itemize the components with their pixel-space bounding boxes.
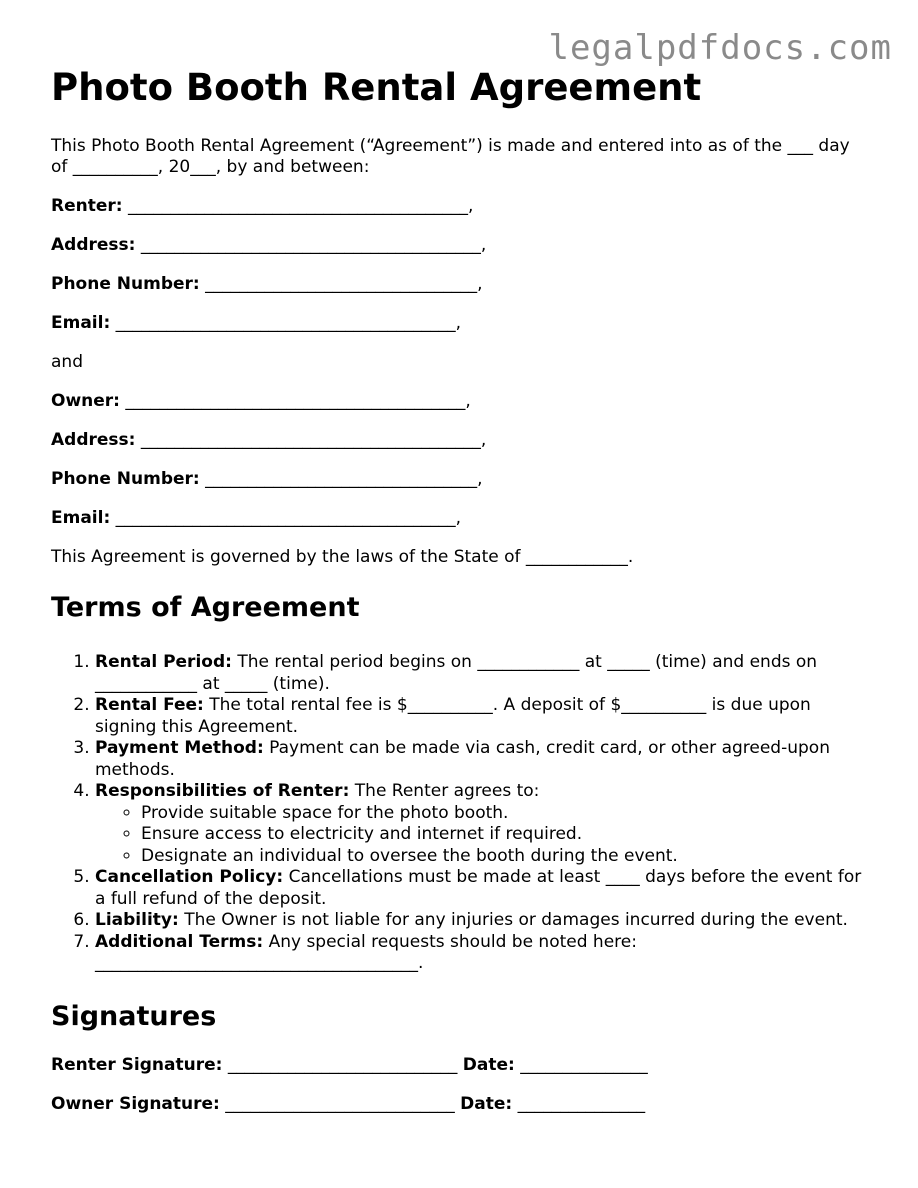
owner-name-blank: ________________________________________, <box>119 391 471 411</box>
terms-heading: Terms of Agreement <box>51 592 360 623</box>
and-text: and <box>51 352 83 372</box>
owner-address-field <box>51 430 871 451</box>
term-item <box>95 781 871 867</box>
renter-signature-label: Renter Signature: <box>51 1054 223 1075</box>
renter-name-label: Renter: <box>51 196 123 216</box>
term-text: Any special requests should be noted here: ______________________________________. <box>95 931 637 973</box>
intro-paragraph: This Photo Booth Rental Agreement (“Agreement”) is made and entered into as of the ___ day of __________, 20___, by and between: <box>51 136 850 177</box>
term-label: Payment Method: <box>95 738 264 758</box>
term-label: Additional Terms: <box>95 931 264 952</box>
document-page <box>51 64 871 1133</box>
responsibility-item: ◦ Designate an individual to oversee the booth during the event. <box>141 846 871 868</box>
renter-name-blank: ________________________________________, <box>122 196 474 216</box>
governing-law: This Agreement is governed by the laws of the State of ____________. <box>51 547 634 567</box>
renter-responsibilities-list <box>95 803 871 868</box>
owner-signature-line <box>51 1094 871 1115</box>
term-item <box>95 932 871 975</box>
owner-email-field <box>51 508 871 529</box>
owner-name-field <box>51 391 871 412</box>
term-label: Cancellation Policy: <box>95 867 284 887</box>
renter-phone-field <box>51 274 871 295</box>
renter-date-label: Date: <box>462 1054 515 1075</box>
term-label: Liability: <box>95 910 179 930</box>
term-text: The rental period begins on ____________ at _____ (time) and ends on ____________ at _____ (time). <box>95 652 818 694</box>
owner-date-blank: _______________ <box>512 1093 646 1114</box>
term-text: The total rental fee is $__________. A deposit of $__________ is due upon signing this Agreement. <box>95 695 811 737</box>
term-text: Cancellations must be made at least ____ days before the event for a full refund of the deposit. <box>95 867 862 909</box>
owner-address-blank: ________________________________________, <box>135 430 487 450</box>
term-item <box>95 695 871 738</box>
owner-name-label: Owner: <box>51 391 120 411</box>
owner-phone-field <box>51 469 871 490</box>
owner-email-blank: ________________________________________, <box>110 508 462 528</box>
renter-phone-label: Phone Number: <box>51 274 200 294</box>
renter-address-blank: ________________________________________, <box>135 235 487 255</box>
responsibility-item: ◦ Provide suitable space for the photo booth. <box>141 803 871 825</box>
watermark: legalpdfdocs.com <box>548 28 892 68</box>
term-label: Rental Period: <box>95 652 232 672</box>
term-label: Rental Fee: <box>95 695 204 715</box>
renter-name-field <box>51 196 871 217</box>
renter-address-label: Address: <box>51 235 136 255</box>
renter-signature-blank: ___________________________ <box>222 1054 463 1075</box>
term-text: The Owner is not liable for any injuries or damages incurred during the event. <box>178 910 848 930</box>
owner-signature-blank: ___________________________ <box>219 1093 461 1114</box>
renter-phone-blank: ________________________________, <box>199 274 483 294</box>
term-text: The Renter agrees to: <box>349 781 540 801</box>
owner-phone-label: Phone Number: <box>51 469 200 489</box>
renter-email-blank: ________________________________________, <box>110 313 462 333</box>
signatures-heading: Signatures <box>51 1000 217 1032</box>
owner-address-label: Address: <box>51 430 136 450</box>
responsibility-item: ◦ Ensure access to electricity and internet if required. <box>141 824 871 846</box>
document-title: Photo Booth Rental Agreement <box>51 66 702 109</box>
renter-date-blank: _______________ <box>514 1054 648 1075</box>
terms-list <box>51 652 871 975</box>
term-item <box>95 652 871 695</box>
term-text: Payment can be made via cash, credit card, or other agreed-upon methods. <box>95 738 830 780</box>
owner-signature-label: Owner Signature: <box>51 1093 220 1114</box>
owner-date-label: Date: <box>460 1093 513 1114</box>
owner-email-label: Email: <box>51 508 111 528</box>
renter-signature-line <box>51 1055 871 1076</box>
owner-phone-blank: ________________________________, <box>199 469 483 489</box>
term-item <box>95 910 871 932</box>
renter-address-field <box>51 235 871 256</box>
renter-email-label: Email: <box>51 313 111 333</box>
term-item <box>95 738 871 781</box>
term-item <box>95 867 871 910</box>
term-label: Responsibilities of Renter: <box>95 781 350 801</box>
renter-email-field <box>51 313 871 334</box>
